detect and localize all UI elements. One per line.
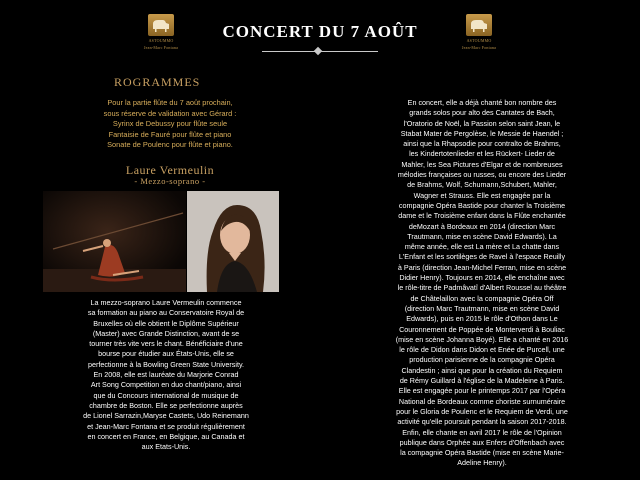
bio-line: Bruxelles où elle obtient le Diplôme Supérieur (93, 318, 239, 328)
bio-line: National de Bordeaux comme choriste surnuméraire (398, 396, 566, 406)
bio-line: Elle est engagée pour le printemps 2017 par l'Opéra (398, 386, 566, 396)
stage-photo (43, 191, 186, 292)
bio-line: Edwards), puis en 2015 le rôle d'Othon dans Le (406, 314, 558, 324)
bio-line: de Châtelaillon avec la compagnie Opéra Off (410, 293, 554, 303)
bio-line: sa formation au piano au Conservatoire Royal de (87, 308, 245, 318)
singer-name: Laure Vermeulin (125, 163, 215, 177)
logo-right-line1: ASTOUMMO (466, 38, 492, 43)
logo-left (136, 14, 186, 50)
programme-line: Sonate de Poulenc pour flûte et piano. (107, 140, 233, 149)
bio-line: grands solos pour alto des Cantates de Bach, (409, 108, 555, 118)
bio-line: que du Concours international de musique de (93, 390, 239, 400)
bio-line: Mahler, les Sea Pictures d'Elgar et de nombreuses (401, 159, 563, 169)
bio-line: et Jean-Marc Fontana et se produit régulièrement (87, 421, 245, 431)
bio-line: mélodies françaises ou russes, ou encore des Lieder (397, 170, 567, 180)
bio-line: publique dans Orphée aux Enfers d'Offenbach avec (399, 437, 565, 447)
programme-line: sous réserve de validation avec Gérard : (103, 108, 237, 118)
programme-line: Pour la partie flûte du 7 août prochain, (107, 98, 233, 107)
bio-line: perfectionne à la Bowling Green State University. (87, 359, 245, 369)
bio-line: les Kindertotenlieder et les Rückert- Lieder de (409, 149, 555, 159)
programme-line: Fantaisie de Fauré pour flûte et piano (108, 129, 232, 139)
bio-line: Trautmann, mise en scène David Edwards). La (407, 231, 557, 241)
title-divider (262, 51, 378, 52)
bio-line: Enfin, elle chante en avril 2017 le rôle de l'Opinion (402, 427, 562, 437)
bio-line: l'Oratorio de Noël, la Passion selon saint Jean, le (403, 118, 561, 128)
bio-line: activité qu'elle poursuit pendant la saison 2017-2018. (397, 417, 567, 427)
bio-line: en concert en France, en Belgique, au Canada et (87, 431, 245, 441)
bio-line: (Master) avec Grande Distinction, avant de se (92, 328, 240, 338)
bio-line: Didier Henry). Toujours en 2014, elle enchaîne avec (399, 273, 565, 283)
programme-list (60, 98, 280, 151)
bio-line: Couronnement de Poppée de Monterverdi à Bouliac (399, 324, 565, 334)
logo-right-line2: Jean-Marc Fontana (461, 45, 497, 50)
bio-line: Wagner et Strauss. Elle est engagée par la (413, 190, 551, 200)
bio-line: de Brahms, Wolf, Schumann,Schubert, Mahler, (407, 180, 557, 190)
bio-line: pour le Gloria de Poulenc et le Requiem de Verdi, une (396, 406, 568, 416)
bio-line: dame et le Troisième enfant dans la Flûte enchantée (398, 211, 566, 221)
bio-line: de Lionel Sarrazin,Maryse Castets, Udo Reinemann (83, 411, 249, 421)
bio-line: chambre de Boston. Elle se perfectionne auprès (89, 400, 243, 410)
bio-right (362, 98, 602, 469)
programme-line: Syrinx de Debussy pour flûte seule (112, 119, 228, 128)
bio-line: En 2008, elle est lauréate du Marjorie Conrad (93, 370, 239, 380)
bio-line: ainsi que la Rhapsodie pour contralto de Brahms, (403, 139, 561, 149)
singer-portrait (187, 191, 279, 292)
bio-line: de Rémy Guillard à l'église de la Madeleine à Paris. (399, 376, 565, 386)
bio-line: tourner très vite vers le chant. Bénéficiaire d'une (89, 339, 243, 349)
bio-line: (mise en scène Johanna Boyé). Elle a chanté en 2016 (395, 334, 569, 344)
bio-line: aux Etats-Unis. (141, 442, 191, 452)
bio-left (46, 298, 286, 452)
bio-line: bourse pour étudier aux États-Unis, elle se (98, 349, 234, 359)
bio-line: Art Song Competition en duo chant/piano, ainsi (90, 380, 242, 390)
bio-line: L'Enfant et les sortilèges de Ravel à l'espace Reuilly (398, 252, 566, 262)
bio-line: (direction Marc Trautmann, mise en scène David (404, 303, 560, 313)
bio-line: le rôle de Didon dans Didon et Enée de Purcell, une (399, 345, 565, 355)
bio-line: Stabat Mater de Pergolèse, le Messie de Haendel ; (400, 128, 564, 138)
bio-line: compagnie Opéra Bastide pour chanter la Troisième (398, 200, 566, 210)
bio-line: En concert, elle a déjà chanté bon nombre des (407, 98, 557, 107)
singer-role: - Mezzo-soprano - (134, 176, 206, 186)
bio-line: à Paris (direction Jean-Michel Ferran, mise en scène (397, 262, 567, 272)
bio-line: Clandestin ; ainsi que pour la création du Requiem (401, 365, 563, 375)
bio-line: production parisienne de la compagnie Opéra (409, 355, 555, 365)
bio-line: Adeline Henry). (457, 458, 507, 468)
logo-left-line1: ASTOUMMO (148, 38, 174, 43)
bio-line: La mezzo-soprano Laure Vermeulin commence (90, 298, 242, 307)
programme-heading: ROGRAMMES (114, 75, 201, 89)
piano-icon (466, 14, 492, 36)
bio-line: deMozart à Bordeaux en 2014 (direction Marc (408, 221, 556, 231)
bio-line: la compagnie Opéra Bastide (mise en scène Marie- (400, 448, 564, 458)
logo-left-line2: Jean-Marc Fontana (143, 45, 179, 50)
piano-icon (148, 14, 174, 36)
logo-right (454, 14, 504, 50)
page-title: CONCERT DU 7 AOÛT (222, 22, 418, 41)
bio-line: même année, elle est La mère et La chatte dans (404, 242, 560, 252)
bio-line: le rôle-titre de Padmâvatî d'Albert Roussel au théâtre (397, 283, 567, 293)
